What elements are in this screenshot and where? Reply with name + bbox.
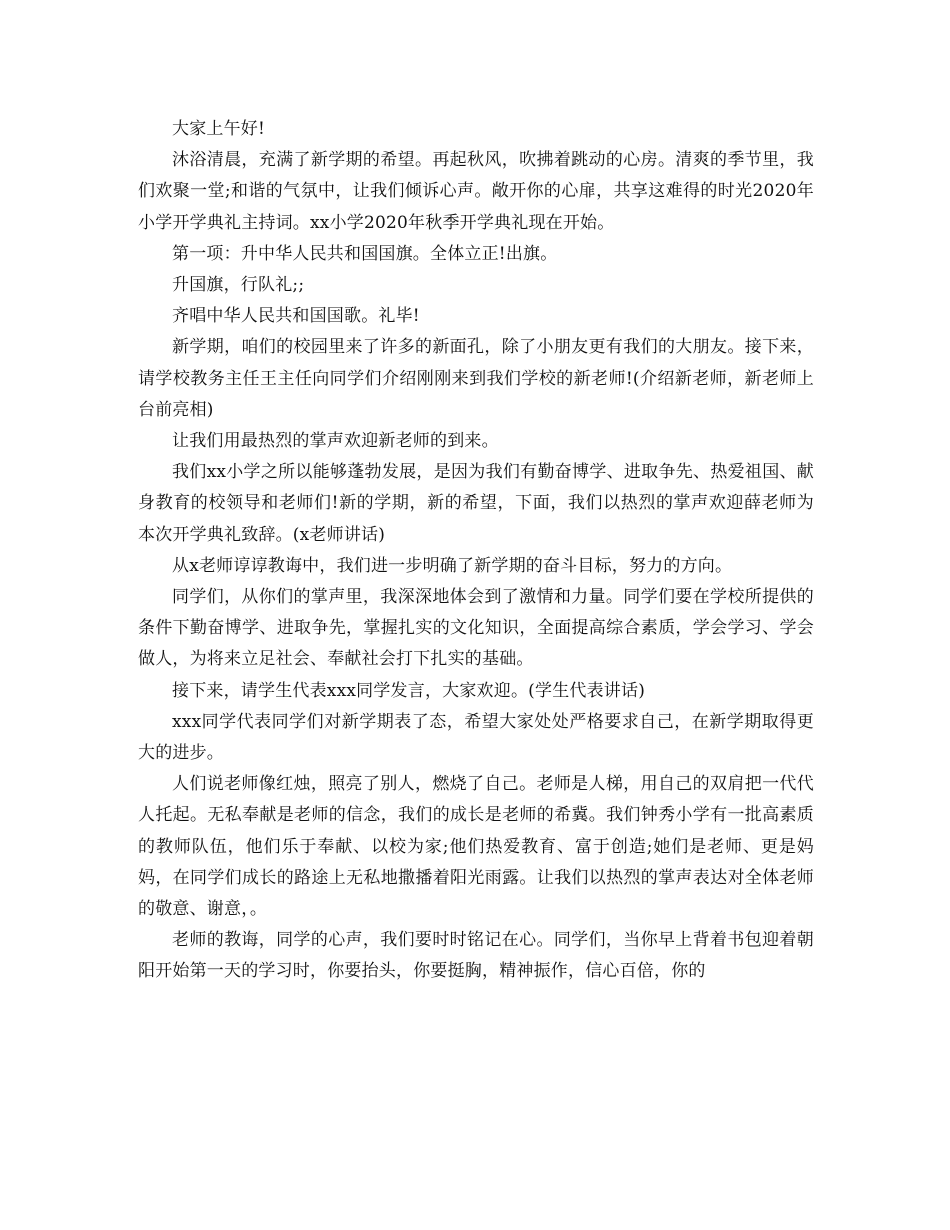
paragraph-school-development: 我们xx小学之所以能够蓬勃发展，是因为我们有勤奋博学、进取争先、热爱祖国、献身教育的校领导和老师们!新的学期，新的希望，下面，我们以热烈的掌声欢迎薛老师为本次开学典礼致辞。(x老师讲话) [138, 462, 814, 545]
document-page [138, 114, 814, 988]
paragraph-opening: 沐浴清晨，充满了新学期的希望。再起秋风，吹拂着跳动的心房。清爽的季节里，我们欢聚一堂;和谐的气氛中，让我们倾诉心声。敞开你的心扉，共享这难得的时光2020年小学开学典礼主持词。xx小学2020年秋季开学典礼现在开始。 [138, 150, 814, 233]
paragraph-closing-partial: 老师的教诲，同学的心声，我们要时时铭记在心。同学们，当你早上背着书包迎着朝阳开始第一天的学习时，你要抬头，你要挺胸，精神振作，信心百倍，你的 [138, 930, 814, 982]
paragraph-welcome-applause: 让我们用最热烈的掌声欢迎新老师的到来。 [172, 431, 499, 452]
paragraph-teacher-tribute: 人们说老师像红烛，照亮了别人，燃烧了自己。老师是人梯，用自己的双肩把一代代人托起。无私奉献是老师的信念，我们的成长是老师的希冀。我们钟秀小学有一批高素质的教师队伍，他们乐于奉献、以校为家;他们热爱教育、富于创造;她们是老师、更是妈妈，在同学们成长的路途上无私地撒播着阳光雨露。让我们以热烈的掌声表达对全体老师的敬意、谢意，。 [138, 774, 814, 920]
paragraph-student-representative: 接下来，请学生代表xxx同学发言，大家欢迎。(学生代表讲话) [172, 680, 646, 701]
paragraph-student-pledge: xxx同学代表同学们对新学期表了态，希望大家处处严格要求自己，在新学期取得更大的进步。 [138, 711, 814, 764]
paragraph-greeting: 大家上午好! [172, 119, 266, 139]
paragraph-anthem: 齐唱中华人民共和国国歌。礼毕! [172, 306, 420, 327]
paragraph-flag-salute: 升国旗，行队礼;; [172, 275, 305, 296]
paragraph-teacher-teaching: 从x老师谆谆教诲中，我们进一步明确了新学期的奋斗目标，努力的方向。 [172, 555, 733, 576]
paragraph-new-teachers: 新学期，咱们的校园里来了许多的新面孔，除了小朋友更有我们的大朋友。接下来，请学校教务主任王主任向同学们介绍刚刚来到我们学校的新老师!(介绍新老师，新老师上台前亮相) [138, 337, 814, 420]
paragraph-item-one: 第一项：升中华人民共和国国旗。全体立正!出旗。 [172, 243, 558, 264]
paragraph-students-encouragement: 同学们，从你们的掌声里，我深深地体会到了激情和力量。同学们要在学校所提供的条件下勤奋博学、进取争先，掌握扎实的文化知识，全面提高综合素质，学会学习、学会做人，为将来立足社会、奉献社会打下扎实的基础。 [138, 587, 814, 670]
